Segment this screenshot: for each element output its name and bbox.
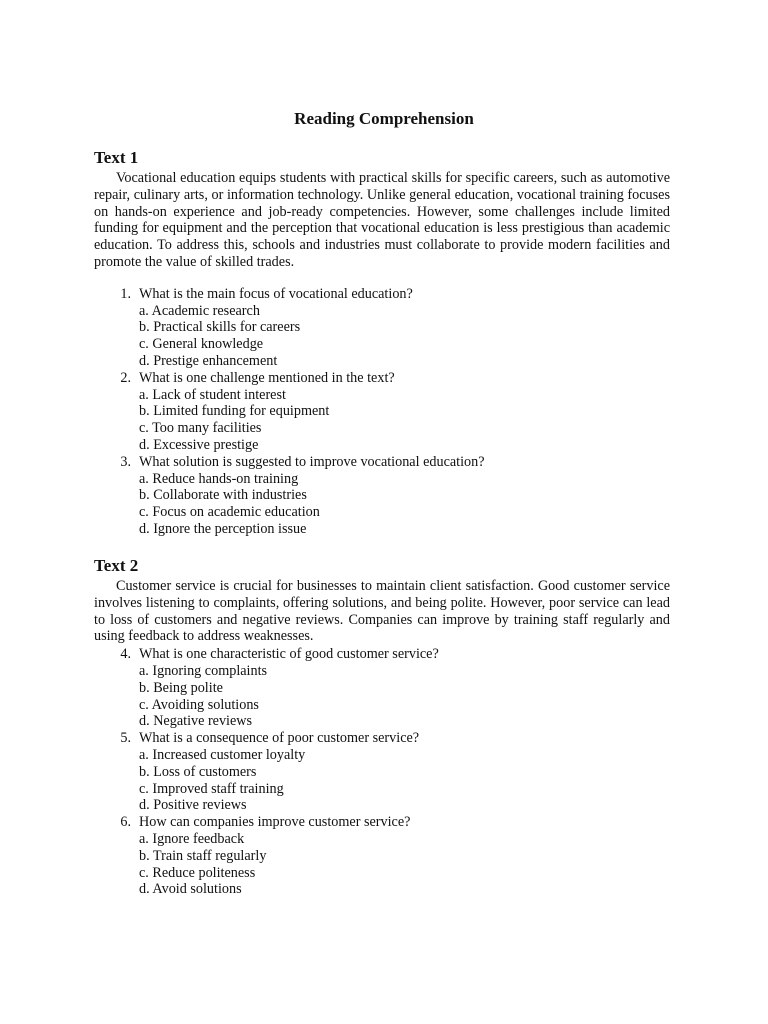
question-text: What is a consequence of poor customer service? bbox=[139, 730, 420, 747]
section-paragraph: Customer service is crucial for businesses to maintain client satisfaction. Good customer service involves listening to complaints, offering solutions, and being polite. However, poor service can lead to loss of customers and negative reviews. Companies can improve by training staff regularly and using feedback to address weaknesses. bbox=[94, 578, 670, 645]
answer-option: a. Ignore feedback bbox=[139, 830, 245, 847]
question-list bbox=[94, 286, 670, 538]
question-item bbox=[94, 286, 670, 370]
answer-option: b. Limited funding for equipment bbox=[139, 403, 330, 420]
question-item bbox=[94, 646, 670, 730]
question-item bbox=[94, 730, 670, 814]
text-section-2 bbox=[94, 555, 670, 898]
answer-option: c. Avoiding solutions bbox=[139, 696, 259, 713]
text-section-1 bbox=[94, 147, 670, 538]
section-heading: Text 1 bbox=[94, 148, 139, 167]
answer-option: a. Ignoring complaints bbox=[139, 662, 268, 679]
answer-option: a. Lack of student interest bbox=[139, 386, 286, 403]
answer-option: d. Excessive prestige bbox=[139, 436, 259, 453]
question-number: 6. bbox=[120, 814, 131, 831]
question-list bbox=[94, 646, 670, 898]
answer-option: b. Practical skills for careers bbox=[139, 319, 301, 336]
answer-option: a. Reduce hands-on training bbox=[139, 470, 299, 487]
question-text: What solution is suggested to improve vocational education? bbox=[139, 453, 485, 470]
question-item bbox=[94, 814, 670, 898]
answer-option: c. Reduce politeness bbox=[139, 864, 256, 881]
answer-option: a. Academic research bbox=[139, 302, 260, 319]
question-number: 2. bbox=[120, 369, 131, 386]
question-item bbox=[94, 370, 670, 454]
answer-option: d. Negative reviews bbox=[139, 713, 253, 730]
answer-option: b. Collaborate with industries bbox=[139, 487, 307, 504]
answer-option: a. Increased customer loyalty bbox=[139, 746, 306, 763]
question-text: What is the main focus of vocational education? bbox=[139, 285, 413, 302]
question-number: 4. bbox=[120, 646, 131, 663]
section-heading: Text 2 bbox=[94, 556, 139, 575]
question-number: 1. bbox=[120, 285, 131, 302]
section-paragraph: Vocational education equips students with practical skills for specific careers, such as automotive repair, culinary arts, or information technology. Unlike general education, vocational training focuses on hands-on experience and job-ready competencies. However, some challenges include limited funding for equipment and the perception that vocational education is less prestigious than academic education. To address this, schools and industries must collaborate to provide modern facilities and promote the value of skilled trades. bbox=[94, 170, 670, 270]
question-text: What is one characteristic of good customer service? bbox=[139, 646, 439, 663]
answer-option: b. Train staff regularly bbox=[139, 847, 267, 864]
answer-option: d. Ignore the perception issue bbox=[139, 520, 307, 537]
answer-option: d. Positive reviews bbox=[139, 797, 247, 814]
answer-option: d. Prestige enhancement bbox=[139, 352, 278, 369]
answer-option: c. General knowledge bbox=[139, 336, 264, 353]
question-item bbox=[94, 454, 670, 538]
question-number: 5. bbox=[120, 730, 131, 747]
answer-option: d. Avoid solutions bbox=[139, 881, 242, 898]
question-text: How can companies improve customer service? bbox=[139, 814, 411, 831]
page-title: Reading Comprehension bbox=[294, 109, 474, 128]
question-text: What is one challenge mentioned in the text? bbox=[139, 369, 395, 386]
answer-option: b. Being polite bbox=[139, 679, 223, 696]
answer-option: b. Loss of customers bbox=[139, 763, 257, 780]
answer-option: c. Focus on academic education bbox=[139, 504, 320, 521]
question-number: 3. bbox=[120, 453, 131, 470]
answer-option: c. Improved staff training bbox=[139, 780, 284, 797]
answer-option: c. Too many facilities bbox=[139, 420, 262, 437]
